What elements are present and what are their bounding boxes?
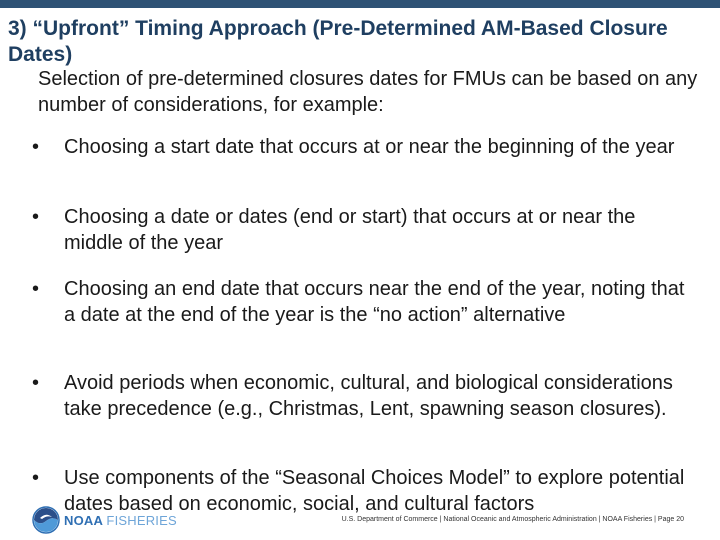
bullet-text: Choosing a date or dates (end or start) that occurs at or near the middle of the year <box>64 206 636 254</box>
logo-secondary: FISHERIES <box>106 512 177 528</box>
bullet-text: Use components of the “Seasonal Choices Model” to explore potential dates based on economic, social, and cultural factors <box>64 467 685 515</box>
bullet-symbol: • <box>32 206 40 228</box>
bullet-item <box>32 276 697 328</box>
logo-wordmark <box>64 513 177 528</box>
bullet-item <box>32 134 697 160</box>
bullet-text: Avoid periods when economic, cultural, and biological considerations take precedence (e.g., Christmas, Lent, spawning season closures). <box>64 372 673 420</box>
bullet-text: Choosing an end date that occurs near the end of the year, noting that a date at the end of the year is the “no action” alternative <box>64 278 685 326</box>
noaa-emblem-icon <box>32 506 60 534</box>
slide-title: 3) “Upfront” Timing Approach (Pre-Determined AM-Based Closure Dates) <box>8 17 668 66</box>
bullet-symbol: • <box>32 467 40 489</box>
intro-text: Selection of pre-determined closures dates for FMUs can be based on any number of considerations, for example: <box>38 68 698 116</box>
bullet-item <box>32 370 697 422</box>
header-bar <box>0 0 720 8</box>
bullet-symbol: • <box>32 136 40 158</box>
logo-primary: NOAA <box>64 512 103 528</box>
footer-text: U.S. Department of Commerce | National Oceanic and Atmospheric Administration | NOAA Fisheries | Page 20 <box>341 516 684 523</box>
bullet-symbol: • <box>32 278 40 300</box>
bullet-symbol: • <box>32 372 40 394</box>
bullet-item <box>32 204 697 256</box>
bullet-text: Choosing a start date that occurs at or near the beginning of the year <box>64 136 675 158</box>
noaa-fisheries-logo <box>32 504 177 536</box>
